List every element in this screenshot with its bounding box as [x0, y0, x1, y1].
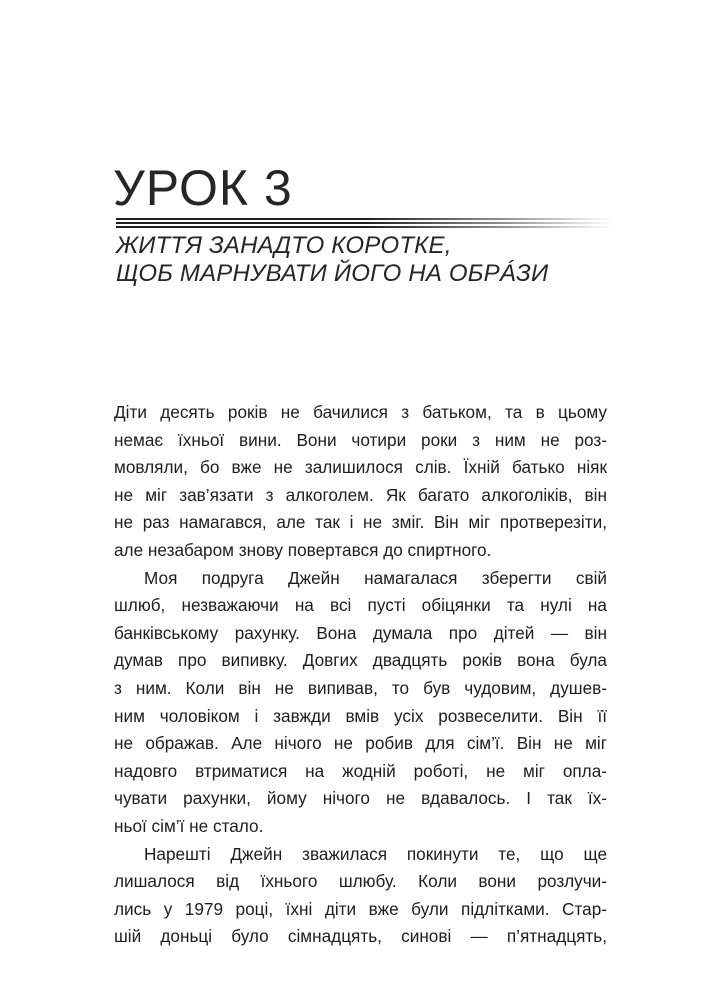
text-line: лись у 1979 році, їхні діти вже були підлітками. Стар- — [114, 898, 607, 919]
text-line: не раз намагався, але так і не зміг. Він міг протверезіти, — [114, 512, 607, 533]
text-line: мовляли, бо вже не залишилося слів. Їхній батько ніяк — [114, 457, 607, 478]
title-divider — [116, 218, 612, 232]
text-line: Нарешті Джейн зважилася покинути те, що ще — [144, 843, 607, 864]
text-line: не ображав. Але нічого не робив для сім’ї. Він не міг — [114, 733, 607, 754]
text-line: ним чоловіком і завжди вмів усіх розвеселити. Він її — [114, 705, 607, 726]
text-line: думав про випивку. Довгих двадцять років вона була — [114, 650, 607, 671]
text-line: немає їхньої вини. Вони чотири роки з ним не роз- — [114, 429, 607, 450]
text-line: лишалося від їхнього шлюбу. Коли вони розлучи- — [114, 871, 607, 892]
text-line: надовго втриматися на жодній роботі, не міг опла- — [114, 760, 607, 781]
text-line: банківському рахунку. Вона думала про дітей — він — [114, 622, 607, 643]
text-line: не міг зав’язати з алкоголем. Як багато алкоголіків, він — [114, 484, 607, 505]
text-line: ньої сім’ї не стало. — [114, 815, 264, 836]
text-line: шій доньці було сімнадцять, синові — п’ятнадцять, — [114, 926, 607, 947]
text-line: шлюб, незважаючи на всі пусті обіцянки та нулі на — [114, 595, 607, 616]
divider-line — [116, 226, 612, 228]
subtitle-line: ЩОБ МАРНУВАТИ ЙОГО НА ОБРÁЗИ — [116, 259, 549, 287]
divider-line — [116, 218, 612, 220]
divider-line — [116, 222, 612, 224]
chapter-subtitle — [116, 232, 548, 287]
text-line: чувати рахунки, йому нічого не вдавалось. І так їх- — [114, 788, 607, 809]
text-line: Моя подруга Джейн намагалася зберегти свій — [144, 567, 607, 588]
body-text — [114, 399, 607, 951]
text-line: але незабаром знову повертався до спиртного. — [114, 539, 492, 560]
text-line: Діти десять років не бачилися з батьком, та в цьому — [114, 402, 607, 422]
chapter-title: УРОК 3 — [113, 160, 293, 216]
subtitle-line: ЖИТТЯ ЗАНАДТО КОРОТКЕ, — [116, 232, 452, 259]
text-line: з ним. Коли він не випивав, то був чудовим, душев- — [114, 677, 607, 698]
